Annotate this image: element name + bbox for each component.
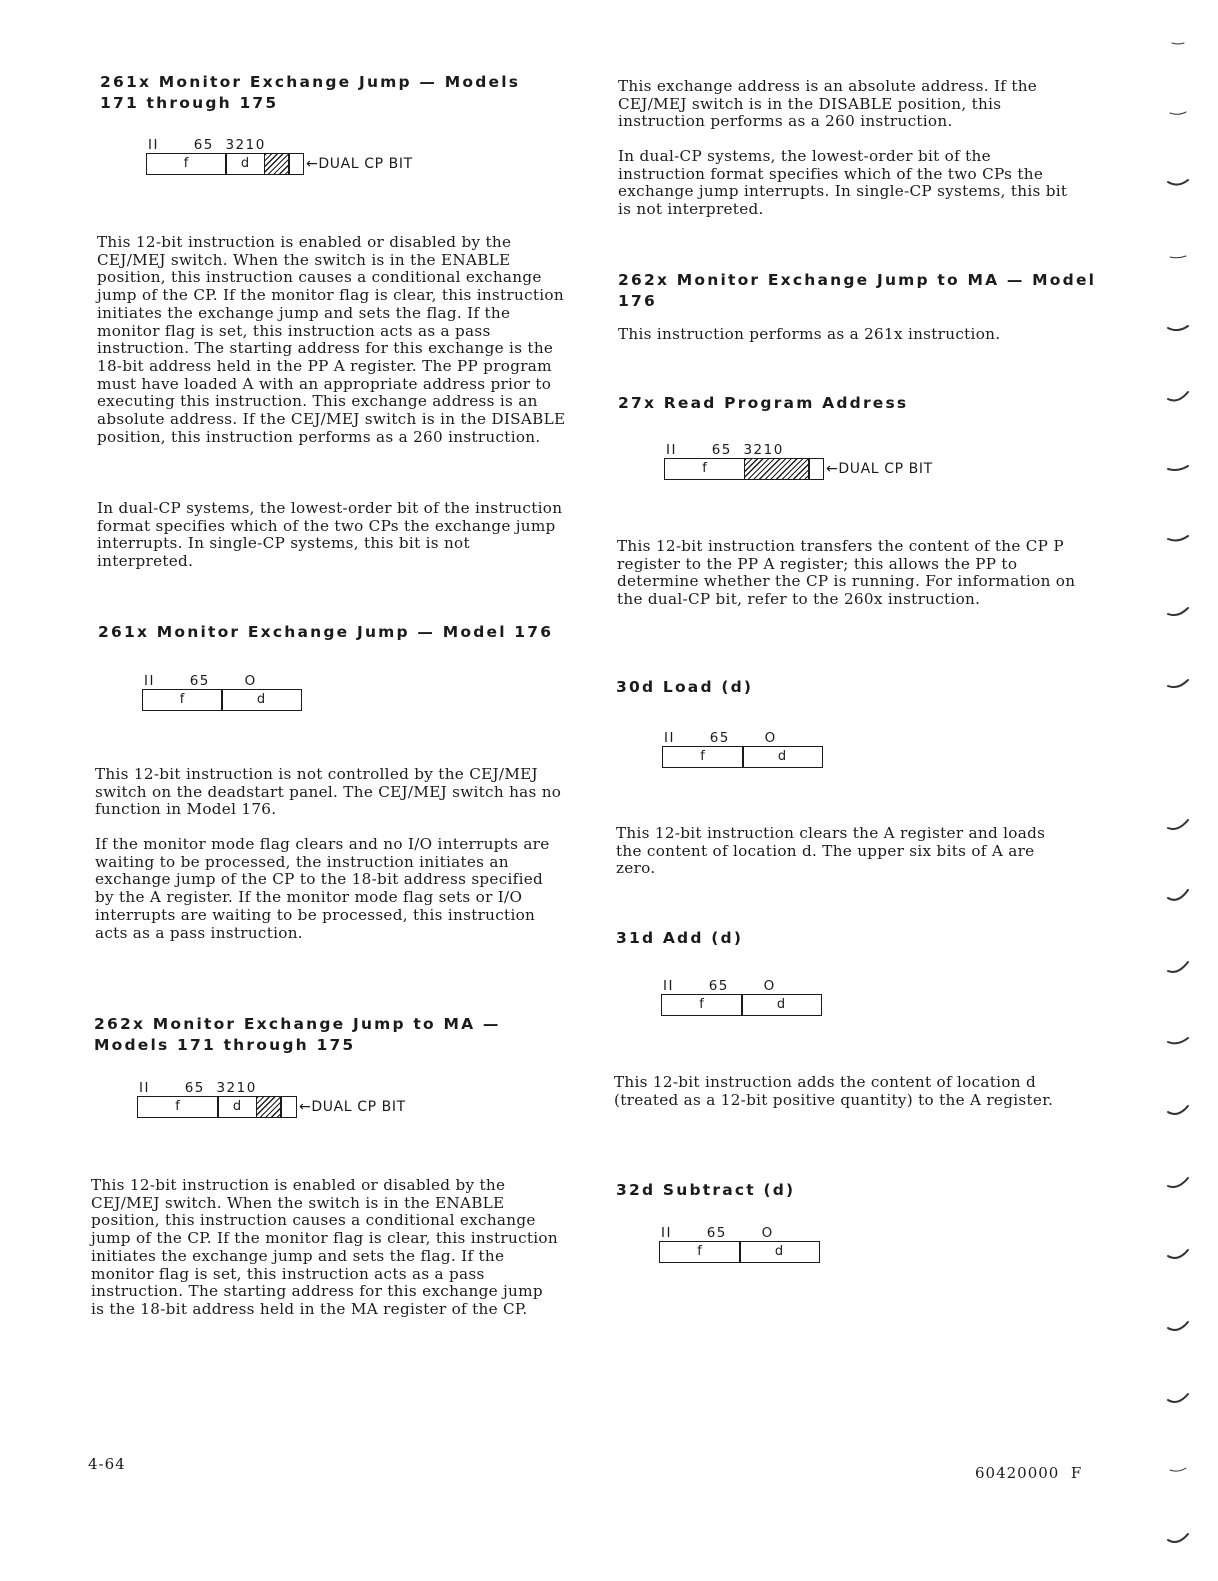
d-field: d — [774, 1244, 784, 1259]
d-field: d — [777, 749, 787, 764]
hatched-bits — [264, 154, 288, 174]
heading-262x-models-171-175: 262x Monitor Exchange Jump to MA — Models 171 through 175 — [94, 1015, 501, 1054]
heading-262x-model-176: 262x Monitor Exchange Jump to MA — Model 176 — [618, 271, 1097, 310]
bit-positions: II 65 3210 — [666, 442, 784, 458]
format-box — [146, 153, 304, 175]
instruction-format-27x — [664, 443, 994, 483]
instruction-format-261x-176 — [142, 674, 312, 714]
heading-30d-load: 30d Load (d) — [616, 678, 754, 696]
d-field: d — [232, 1099, 242, 1114]
document-number: 60420000 F — [975, 1464, 1083, 1482]
hatched-bits — [256, 1097, 280, 1117]
page-number: 4-64 — [88, 1455, 126, 1473]
dual-cp-bit-label: ←DUAL CP BIT — [826, 461, 933, 477]
instruction-format-261x-171-175 — [146, 138, 476, 178]
para-261x-176-2: If the monitor mode flag clears and no I/O interrupts are waiting to be processed, the instruction initiates an exchange jump of the CP to the 18-bit address specified by the A register. If the monitor mode flag sets or I/O interrupts are waiting to be processed, this instruction acts as a pass instruction. — [95, 835, 550, 942]
dual-cp-bit-label: ←DUAL CP BIT — [306, 156, 413, 172]
format-box — [142, 689, 302, 711]
para-continued-1: This exchange address is an absolute address. If the CEJ/MEJ switch is in the DISABLE position, this instruction performs as a 260 instruction. — [618, 77, 1038, 131]
bit-positions: II 65 O — [664, 730, 777, 746]
bit-positions: II 65 3210 — [139, 1080, 257, 1096]
binding-marks — [1164, 40, 1204, 1570]
hatched-bits — [744, 459, 808, 479]
format-box — [661, 994, 822, 1016]
format-box — [137, 1096, 297, 1118]
f-field: f — [183, 156, 189, 171]
para-262x-171-175-1: This 12-bit instruction is enabled or disabled by the CEJ/MEJ switch. When the switch is in the ENABLE position, this instruction causes a conditional exchange jump of the CP. If the monitor flag is clear, this instruction initiates the exchange jump and sets the flag. If the monitor flag is set, this instruction acts as a pass instruction. The starting address for this exchange jump is the 18-bit address held in the MA register of the CP. — [91, 1176, 558, 1318]
heading-31d-add: 31d Add (d) — [616, 929, 744, 947]
para-31d: This 12-bit instruction adds the content of location d (treated as a 12-bit positive quantity) to the A register. — [614, 1073, 1054, 1109]
para-30d: This 12-bit instruction clears the A register and loads the content of location d. The upper six bits of A are zero. — [616, 824, 1046, 878]
instruction-format-262x-171-175 — [137, 1081, 467, 1121]
format-box — [664, 458, 824, 480]
d-field: d — [240, 156, 250, 171]
format-box — [662, 746, 823, 768]
bit-positions: II 65 O — [661, 1225, 774, 1241]
d-field: d — [256, 692, 266, 707]
format-box — [659, 1241, 820, 1263]
heading-261x-models-171-175: 261x Monitor Exchange Jump — Models 171 through 175 — [100, 73, 521, 112]
heading-27x-read-program-address: 27x Read Program Address — [618, 394, 909, 412]
instruction-format-32d — [659, 1226, 829, 1266]
d-field: d — [776, 997, 786, 1012]
dual-cp-bit-label: ←DUAL CP BIT — [299, 1099, 406, 1115]
para-261x-171-175-1: This 12-bit instruction is enabled or disabled by the CEJ/MEJ switch. When the switch is in the ENABLE position, this instruction causes a conditional exchange jump of the CP. If the monitor flag is clear, this instruction initiates the exchange jump and sets the flag. If the monitor flag is set, this instruction acts as a pass instruction. The starting address for this exchange is the 18-bit address held in the PP A register. The PP program must have loaded A with an appropriate address prior to executing this instruction. This exchange address is an absolute address. If the CEJ/MEJ switch is in the DISABLE position, this instruction performs as a 260 instruction. — [97, 233, 566, 446]
f-field: f — [179, 692, 185, 707]
bit-positions: II 65 O — [144, 673, 257, 689]
para-27x: This 12-bit instruction transfers the content of the CP P register to the PP A register; this allows the PP to determine whether the CP is running. For information on the dual-CP bit, refer to the 260x instruction. — [617, 537, 1076, 609]
para-262x-176: This instruction performs as a 261x instruction. — [618, 325, 1001, 343]
heading-32d-subtract: 32d Subtract (d) — [616, 1181, 796, 1199]
para-continued-2: In dual-CP systems, the lowest-order bit of the instruction format specifies which of the two CPs the exchange jump interrupts. In single-CP systems, this bit is not interpreted. — [618, 147, 1068, 219]
f-field: f — [697, 1244, 702, 1259]
f-field: f — [702, 461, 707, 476]
instruction-format-30d — [662, 731, 832, 771]
para-261x-176-1: This 12-bit instruction is not controlled by the CEJ/MEJ switch on the deadstart panel. The CEJ/MEJ switch has no function in Model 176. — [95, 765, 562, 819]
f-field: f — [700, 749, 705, 764]
heading-261x-model-176: 261x Monitor Exchange Jump — Model 176 — [98, 623, 554, 641]
bit-positions: II 65 3210 — [148, 137, 266, 153]
f-field: f — [699, 997, 704, 1012]
f-field: f — [175, 1099, 180, 1114]
bit-positions: II 65 O — [663, 978, 776, 994]
instruction-format-31d — [661, 979, 831, 1019]
para-261x-171-175-2: In dual-CP systems, the lowest-order bit of the instruction format specifies which of the two CPs the exchange jump interrupts. In single-CP systems, this bit is not interpreted. — [97, 499, 563, 571]
